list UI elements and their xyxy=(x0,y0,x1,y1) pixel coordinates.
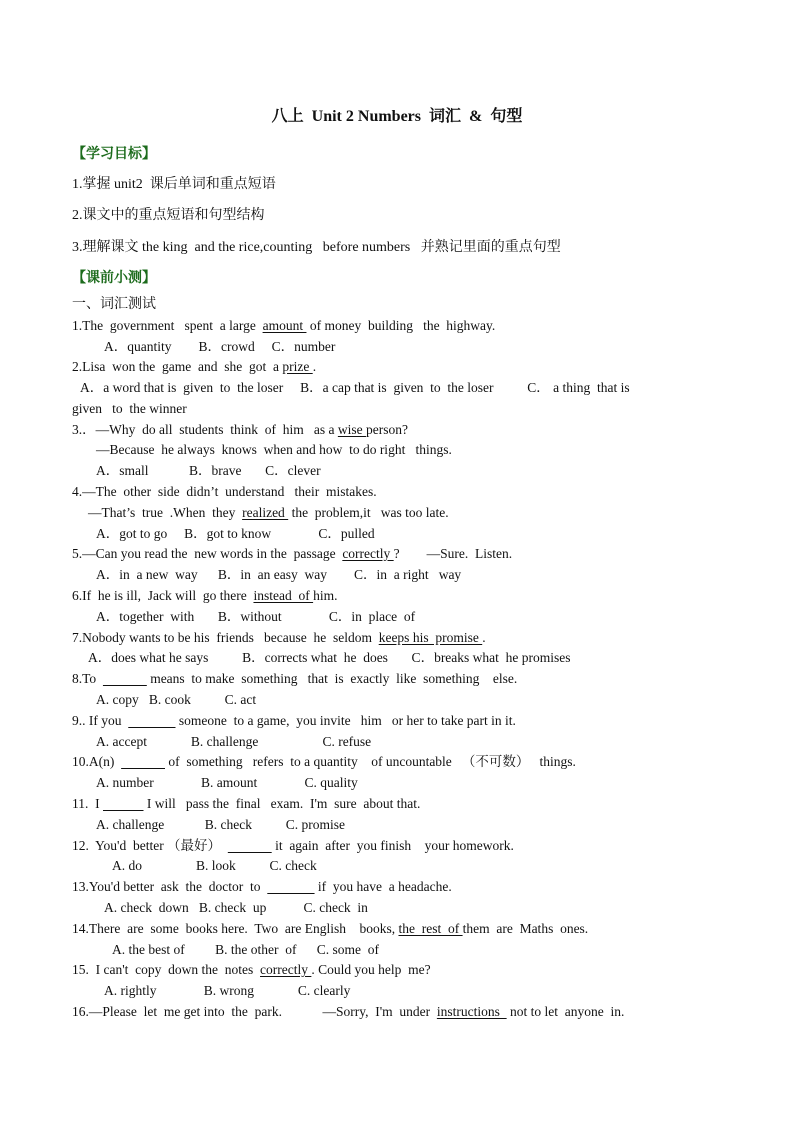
question-1-options: A．quantity B．crowd C．number xyxy=(104,339,336,354)
question-4: 4.—The other side didn’t understand their mistakes. xyxy=(72,484,377,499)
question-text: 3.．—Why do all students think of him as a xyxy=(72,422,338,437)
question-3 xyxy=(72,421,408,439)
question-text: . xyxy=(482,630,486,645)
question-4-line2 xyxy=(88,504,449,522)
question-12 xyxy=(72,837,514,855)
question-7-options: A．does what he says B．corrects what he does C．breaks what he promises xyxy=(88,650,571,665)
question-6-options: A．together with B．without C．in place of xyxy=(96,609,416,624)
question-text: 2.Lisa won the game and she got a xyxy=(72,359,283,374)
question-text: 6.If he is ill, Jack will go there xyxy=(72,588,254,603)
underlined-word: correctly xyxy=(342,546,394,561)
question-text: if you have a headache. xyxy=(314,879,452,894)
underlined-word: amount xyxy=(262,318,307,333)
question-text: . Could you help me? xyxy=(311,962,431,977)
question-text: person? xyxy=(365,422,408,437)
question-8-options: A. copy B. cook C. act xyxy=(96,692,257,707)
question-text: him. xyxy=(313,588,338,603)
question-text: . xyxy=(312,359,317,374)
answer-blank xyxy=(228,838,272,853)
page-title: 八上 Unit 2 Numbers 词汇 & 句型 xyxy=(271,108,523,125)
question-text: I will pass the final exam. I'm sure about that. xyxy=(143,796,421,811)
underlined-word: keeps his promise xyxy=(378,630,483,645)
question-3-line2: —Because he always knows when and how to do right things. xyxy=(96,442,452,457)
answer-blank xyxy=(103,671,147,686)
question-2-options: A．a word that is given to the loser B．a cap that is given to the loser C． a thing that is xyxy=(80,380,630,395)
objectives-heading: 【学习目标】 xyxy=(72,147,156,162)
question-10 xyxy=(72,753,576,771)
objective-1: 1.掌握 unit2 课后单词和重点短语 xyxy=(72,177,276,192)
underlined-word: correctly xyxy=(260,962,312,977)
question-text: ? —Sure. Listen. xyxy=(393,546,513,561)
question-text: 10.A(n) xyxy=(72,754,122,769)
question-text: someone to a game, you invite him or her to take part in it. xyxy=(175,713,516,728)
question-text: them are Maths ones. xyxy=(462,921,589,936)
question-5 xyxy=(72,545,512,563)
question-text: of something refers to a quantity of uncountable （不可数） things. xyxy=(165,754,576,769)
underlined-word: prize xyxy=(282,359,313,374)
question-11 xyxy=(72,795,420,813)
question-14 xyxy=(72,920,588,938)
question-10-options: A. number B. amount C. quality xyxy=(96,775,358,790)
underlined-word: instructions xyxy=(436,1004,507,1019)
question-9-options: A. accept B. challenge C. refuse xyxy=(96,734,372,749)
question-text: 14.There are some books here. Two are English books, xyxy=(72,921,399,936)
question-text: 15. I can't copy down the notes xyxy=(72,962,261,977)
answer-blank xyxy=(103,796,144,811)
question-7 xyxy=(72,629,486,647)
question-15 xyxy=(72,961,431,979)
question-text: 1.The government spent a large xyxy=(72,318,263,333)
question-13 xyxy=(72,878,452,896)
question-15-options: A. rightly B. wrong C. clearly xyxy=(104,983,351,998)
question-text: it again after you finish your homework. xyxy=(271,838,514,853)
question-2 xyxy=(72,358,316,376)
question-5-options: A．in a new way B．in an easy way C．in a right way xyxy=(96,567,462,582)
vocab-heading: 一、词汇测试 xyxy=(72,297,156,312)
underlined-word: the rest of xyxy=(398,921,463,936)
answer-blank xyxy=(128,713,175,728)
question-text: not to let anyone in. xyxy=(506,1004,625,1019)
question-6 xyxy=(72,587,337,605)
question-text: 5.—Can you read the new words in the passage xyxy=(72,546,343,561)
question-14-options: A. the best of B. the other of C. some of xyxy=(112,942,379,957)
question-text: 8.To xyxy=(72,671,103,686)
underlined-word: realized xyxy=(242,505,289,520)
question-text: 16.—Please let me get into the park. —Sorry, I'm under xyxy=(72,1004,437,1019)
question-9 xyxy=(72,712,516,730)
objective-3: 3.理解课文 the king and the rice,counting before numbers 并熟记里面的重点句型 xyxy=(72,240,561,255)
question-text: means to make something that is exactly like something else. xyxy=(146,671,518,686)
question-16 xyxy=(72,1003,624,1021)
question-13-options: A. check down B. check up C. check in xyxy=(104,900,368,915)
question-3-options: A．small B．brave C．clever xyxy=(96,463,321,478)
question-text: 7.Nobody wants to be his friends because he seldom xyxy=(72,630,379,645)
objective-2: 2.课文中的重点短语和句型结构 xyxy=(72,208,265,223)
question-text: 9.. If you xyxy=(72,713,129,728)
question-text: the problem,it was too late. xyxy=(288,505,449,520)
answer-blank xyxy=(121,754,165,769)
answer-blank xyxy=(267,879,314,894)
question-11-options: A. challenge B. check C. promise xyxy=(96,817,345,832)
question-text: of money building the highway. xyxy=(306,318,496,333)
question-4-options: A．got to go B．got to know C．pulled xyxy=(96,526,375,541)
quiz-heading: 【课前小测】 xyxy=(72,271,156,286)
underlined-word: instead of xyxy=(253,588,314,603)
question-8 xyxy=(72,670,517,688)
question-text: 13.You'd better ask the doctor to xyxy=(72,879,268,894)
question-text: 12. You'd better （最好） xyxy=(72,838,228,853)
question-12-options: A. do B. look C. check xyxy=(112,858,317,873)
question-text: 11. I xyxy=(72,796,103,811)
question-text: —That’s true .When they xyxy=(88,505,243,520)
underlined-word: wise xyxy=(337,422,366,437)
question-2-options-cont: given to the winner xyxy=(72,401,187,416)
question-1 xyxy=(72,317,495,335)
